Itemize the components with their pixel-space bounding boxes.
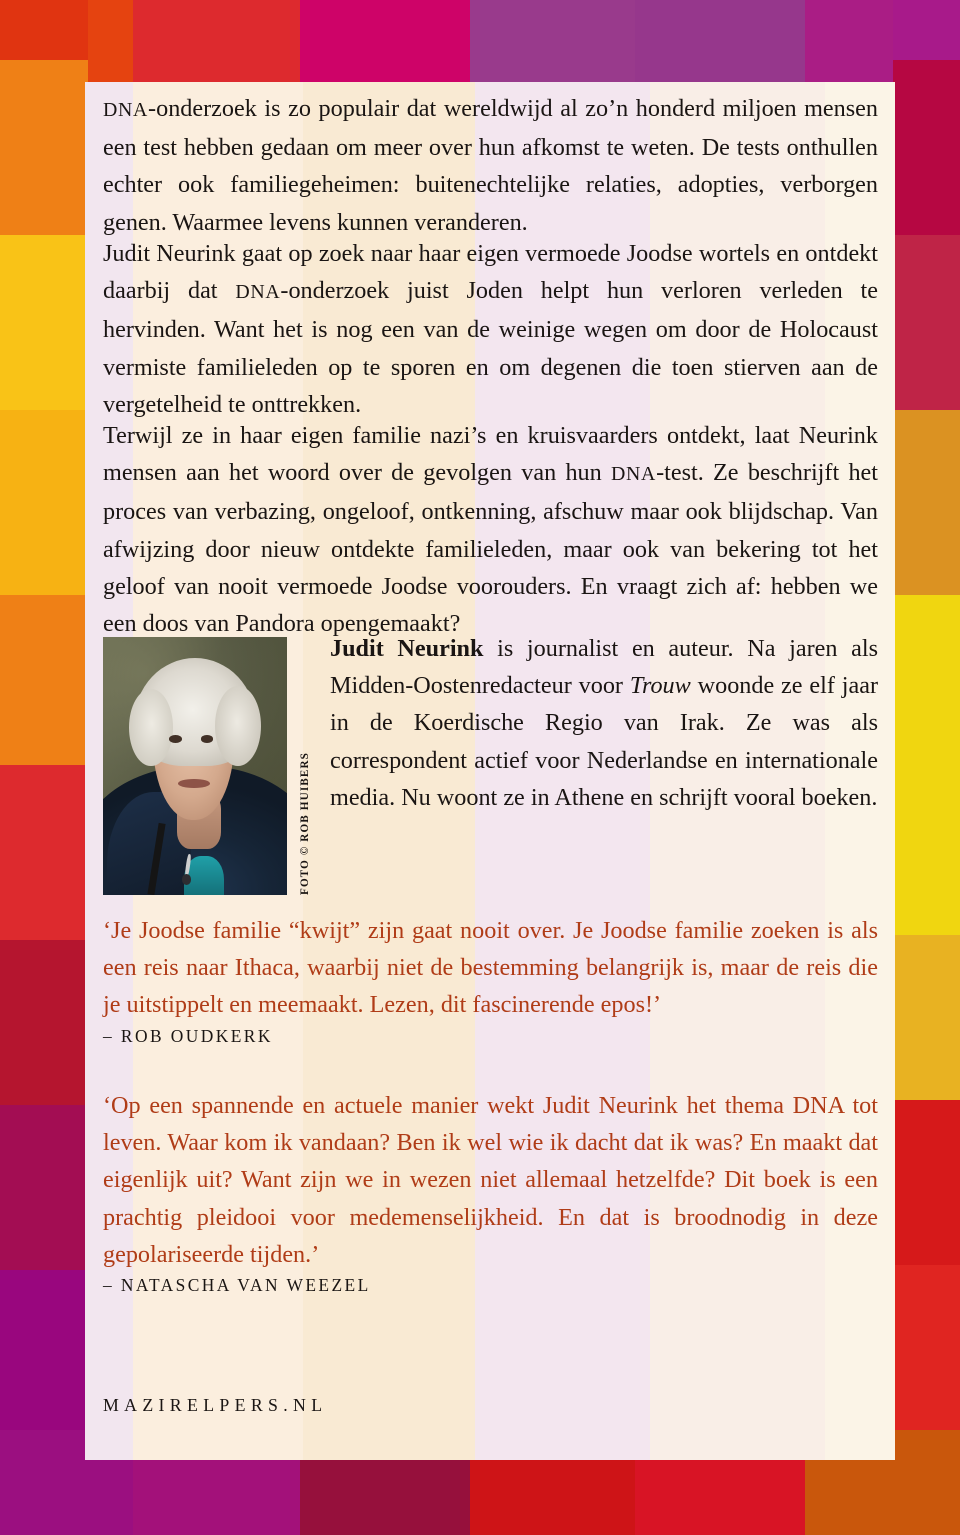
border-stripe-top-2	[300, 0, 470, 85]
border-stripe-right-6	[893, 935, 960, 1100]
review-quote-1	[103, 912, 878, 1047]
photo-credit	[296, 637, 314, 895]
border-stripe-left-1	[0, 60, 88, 235]
border-stripe-bottom-2	[300, 1455, 470, 1535]
border-stripe-right-8	[893, 1265, 960, 1430]
photo-eye-right	[201, 735, 214, 743]
review-quote-1-text: ‘Je Joodse familie “kwijt” zijn gaat nooit over. Je Joodse familie zoeken is als een reis naar Ithaca, waarbij niet de bestemming belangrijk is, maar de reis die je uitstippelt en meemaakt. Lezen, dit fascinerende epos!’	[103, 917, 878, 1019]
border-stripe-top-3	[470, 0, 635, 85]
newspaper-name: Trouw	[629, 672, 691, 700]
border-stripe-left-6	[0, 940, 88, 1105]
panel-content	[85, 82, 895, 1460]
blurb-paragraph-3-part-b: -test. Ze beschrijft het proces van verbazing, ongeloof, ontkenning, afschuw maar ook blijdschap. Van afwijzing door nieuw ontdekte familieleden, maar ook van bekering tot het geloof van nooit vermoede Joodse voorouders. En vraagt zich af: hebben we een doos van Pandora opengemaakt?	[103, 459, 878, 638]
blurb-paragraph-2-part-b: -onderzoek juist Joden helpt hun verloren verleden te hervinden. Want het is nog een van de weinige wegen om door de Holocaust vermiste familieleden op te sporen en om degenen die toen stierven aan de vergetelheid te onttrekken.	[103, 277, 879, 418]
blurb-paragraph-3	[103, 417, 878, 642]
border-stripe-right-1	[893, 60, 960, 235]
photo-mouth	[178, 779, 209, 788]
photo-credit-label: FOTO © ROB HUIBERS	[299, 751, 311, 895]
photo-hair-right	[215, 686, 261, 766]
border-stripe-right-3	[893, 410, 960, 595]
author-block	[103, 630, 878, 895]
border-stripe-right-7	[893, 1100, 960, 1265]
author-bio-part-b: woonde ze elf jaar in de Koerdische Regio van Irak. Ze was als correspondent actief voor Nederlandse en internationale media. Nu woont ze in Athene en schrijft vooral boeken.	[330, 672, 878, 811]
border-stripe-right-9	[893, 1430, 960, 1535]
review-quote-2	[103, 1087, 878, 1296]
blurb-paragraph-2-part-a: Judit Neurink gaat op zoek naar haar eigen vermoede Joodse wortels en ontdekt daarbij dat	[103, 240, 878, 305]
border-stripe-top-4	[635, 0, 805, 85]
blurb-paragraph-2	[103, 235, 878, 423]
photo-hair-left	[129, 689, 173, 766]
blurb-paragraph-3-part-a: Terwijl ze in haar eigen familie nazi’s en kruisvaarders ontdekt, laat Neurink mensen aan het woord over de gevolgen van hun	[103, 422, 878, 487]
border-stripe-right-5	[893, 770, 960, 935]
border-stripe-left-8	[0, 1270, 88, 1430]
author-bio	[330, 630, 878, 816]
border-stripe-left-7	[0, 1105, 88, 1270]
border-stripe-bottom-3	[470, 1455, 635, 1535]
review-quote-2-text: ‘Op een spannende en actuele manier wekt Judit Neurink het thema DNA tot leven. Waar kom ik vandaan? Ben ik wel wie ik dacht dat ik was? En maakt dat eigenlijk uit? Want zijn we in wezen niet allemaal hetzelfde? Dit boek is een prachtig pleidooi voor medemenselijkheid. En dat is broodnodig in deze gepolariseerde tijden.’	[103, 1092, 878, 1268]
border-stripe-left-3	[0, 410, 88, 595]
border-stripe-bottom-4	[635, 1455, 805, 1535]
border-stripe-left-5	[0, 765, 88, 940]
review-quote-2-attribution: – NATASCHA VAN WEEZEL	[103, 1275, 371, 1296]
border-stripe-right-4	[893, 595, 960, 770]
review-quote-1-attribution: – ROB OUDKERK	[103, 1025, 273, 1046]
border-stripe-left-9	[0, 1430, 88, 1535]
author-name: Judit Neurink	[330, 635, 484, 662]
author-portrait-photo	[103, 637, 287, 895]
border-stripe-right-2	[893, 235, 960, 410]
dna-smallcaps: DNA	[611, 463, 657, 486]
dna-smallcaps: DNA	[235, 281, 281, 304]
content-panel	[85, 82, 895, 1460]
border-stripe-left-0	[0, 0, 88, 60]
border-stripe-right-0	[893, 0, 960, 60]
dna-smallcaps: DNA	[103, 99, 149, 121]
author-photo-wrapper	[103, 637, 287, 895]
border-stripe-left-2	[0, 235, 88, 410]
blurb-paragraph-1	[103, 90, 878, 241]
publisher-url[interactable]: MAZIRELPERS.NL	[103, 1395, 328, 1415]
author-bio-part-a: is journalist en auteur. Na jaren als Midden-Oostenredacteur voor	[330, 635, 878, 700]
border-stripe-left-4	[0, 595, 88, 765]
blurb-paragraph-1-text: -onderzoek is zo populair dat wereldwijd al zo’n honderd miljoen mensen een test hebben gedaan om meer over hun afkomst te weten. De tests onthullen echter ook familiegeheimen: buitenechtelijke relaties, adopties, verborgen genen. Waarmee levens kunnen veranderen.	[103, 95, 878, 236]
border-stripe-bottom-1	[133, 1455, 300, 1535]
border-stripe-top-1	[133, 0, 300, 85]
photo-eye-left	[169, 735, 182, 743]
photo-pendant	[182, 874, 191, 884]
